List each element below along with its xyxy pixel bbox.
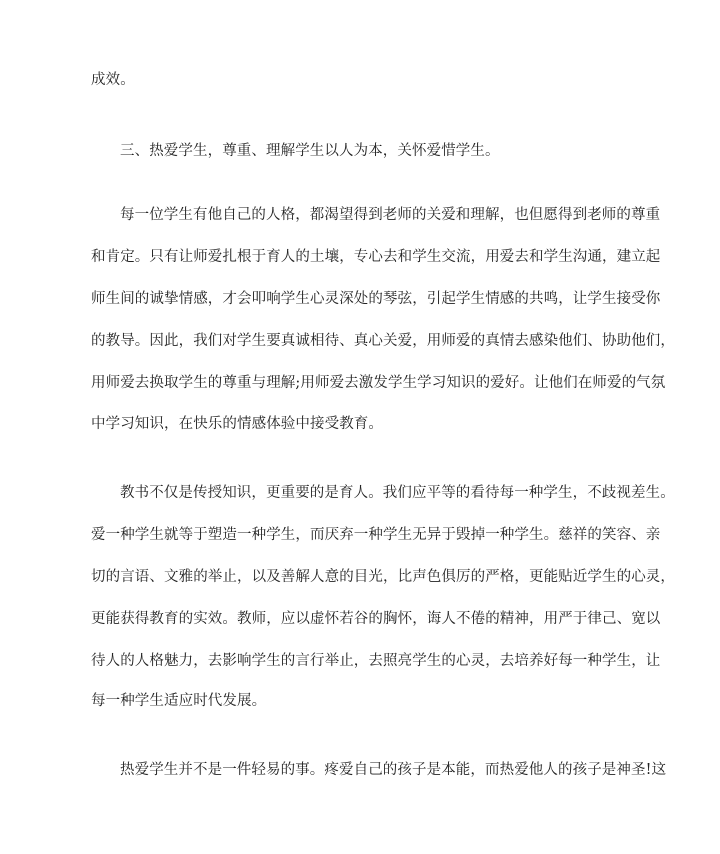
text-line: 每一种学生适应时代发展。 xyxy=(91,693,267,709)
text-line: 的教导。因此，我们对学生要真诚相待、真心关爱，用师爱的真情去感染他们、协助他们， xyxy=(91,333,675,349)
text-line: 和肯定。只有让师爱扎根于育人的土壤，专心去和学生交流，用爱去和学生沟通，建立起 xyxy=(91,249,661,265)
text-line: 成效。 xyxy=(91,72,135,88)
text-line: 更能获得教育的实效。教师，应以虚怀若谷的胸怀，诲人不倦的精神，用严于律己、宽以 xyxy=(91,611,661,627)
text-line: 每一位学生有他自己的人格，都渴望得到老师的关爱和理解，也但愿得到老师的尊重 xyxy=(120,207,661,223)
text-line: 中学习知识，在快乐的情感体验中接受教育。 xyxy=(91,416,383,432)
text-line: 师生间的诚挚情感，才会叩响学生心灵深处的琴弦，引起学生情感的共鸣，让学生接受你 xyxy=(91,291,661,307)
section-heading: 三、热爱学生，尊重、理解学生以人为本，关怀爱惜学生。 xyxy=(120,143,500,159)
text-line: 教书不仅是传授知识，更重要的是育人。我们应平等的看待每一种学生，不歧视差生。 xyxy=(120,485,675,501)
text-line: 爱一种学生就等于塑造一种学生，而厌弃一种学生无异于毁掉一种学生。慈祥的笑容、亲 xyxy=(91,527,661,543)
text-line: 待人的人格魅力，去影响学生的言行举止，去照亮学生的心灵，去培养好每一种学生，让 xyxy=(91,653,661,669)
text-line: 用师爱去换取学生的尊重与理解;用师爱去激发学生学习知识的爱好。让他们在师爱的气氛 xyxy=(91,375,666,391)
text-line: 热爱学生并不是一件轻易的事。疼爱自己的孩子是本能，而热爱他人的孩子是神圣!这 xyxy=(120,762,667,778)
text-line: 切的言语、文雅的举止，以及善解人意的目光，比声色俱厉的严格，更能贴近学生的心灵， xyxy=(91,569,675,585)
